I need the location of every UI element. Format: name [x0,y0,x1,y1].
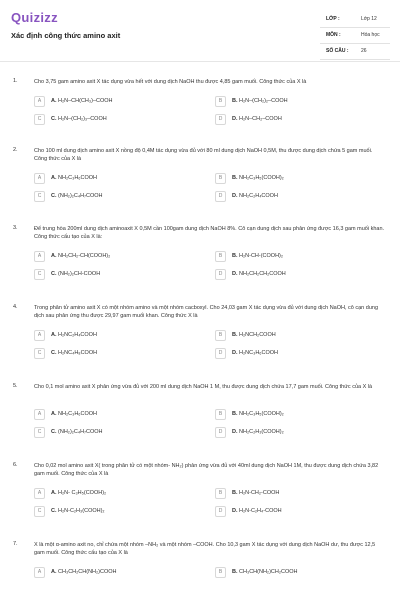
option-prefix: C. [51,271,57,277]
option-formula: H₂N–(CH₂)₂–COOH [239,98,288,104]
option-formula: NH₂C₂H₄COOH [239,193,278,199]
option-text [51,490,106,496]
option-letter: D [215,191,226,202]
answer-option[interactable] [34,96,184,108]
option-letter: D [215,269,226,280]
question-text: Cho 0,02 mol amino axit X( trong phân tử có một nhóm- NH₂) phản ứng vừa đủ với 40ml dung dịch NaOH 1M, thu được dung dịch chứa 3,82 gam muối. Công thức của X là [34,463,379,477]
option-letter: A [34,173,45,184]
option-prefix: B. [232,175,238,181]
option-prefix: B. [232,411,238,417]
option-letter: A [34,488,45,499]
option-letter: D [215,348,226,359]
option-letter: A [34,567,45,578]
question-number: 7. [13,541,18,547]
option-text [51,98,113,104]
question-text: Để trung hòa 200ml dung dịch aminoaxit X 0,5M cần 100gam dung dịch NaOH 8%. Cô cạn dung dịch sau phản ứng được 16,3 gam muối khan. Công thức cấu tạo của X là: [34,226,385,240]
option-formula: (NH₂)₂C₄H₇COOH [58,429,103,435]
option-prefix: A. [51,175,57,181]
answer-option[interactable] [34,348,184,360]
question-text: Cho 100 ml dung dịch amino axit X nồng độ 0,4M tác dụng vừa đủ với 80 ml dung dịch NaOH 0,5M, thu được dung dịch chứa 5 gam muối. Công thức của X là [34,148,373,162]
option-text [51,411,97,417]
option-text [51,253,110,259]
option-text [232,411,284,417]
option-prefix: B. [232,98,238,104]
option-formula: H₂NC₂H₄COOH [58,332,97,338]
answer-option[interactable] [215,427,365,439]
option-letter: B [215,409,226,420]
question-number: 6. [13,462,18,468]
answer-option[interactable] [34,506,184,518]
option-text [51,429,103,435]
worksheet-meta [320,12,390,60]
meta-row-count [320,44,390,60]
option-text [51,508,105,514]
option-prefix: D. [232,508,238,514]
question-number: 4. [13,304,18,310]
option-prefix: B. [232,332,238,338]
option-letter: A [34,96,45,107]
answer-option[interactable] [34,409,184,421]
option-formula: CH₃CH(NH₂)CH₂COOH [239,569,298,575]
option-formula: NH₂C₃H₅(COOH)₂ [239,175,284,181]
answer-option[interactable] [34,173,184,185]
option-formula: NH₂C₃H₅(COOH)₂ [239,411,284,417]
option-letter: A [34,330,45,341]
answer-option[interactable] [215,409,365,421]
option-text [232,569,297,575]
answer-option[interactable] [215,114,365,126]
option-formula: NH₂C₃H₆COOH [58,175,98,181]
option-formula: NH₂C₃H₆COOH [58,411,98,417]
option-prefix: A. [51,98,57,104]
option-letter: A [34,409,45,420]
option-prefix: D. [232,271,238,277]
option-prefix: D. [232,116,238,122]
option-text [232,271,286,277]
answer-option[interactable] [215,330,365,342]
answer-option[interactable] [34,427,184,439]
option-text [51,569,116,575]
option-text [232,332,276,338]
option-letter: D [215,114,226,125]
option-text [232,116,282,122]
meta-label: MÔN : [326,32,341,38]
answer-option[interactable] [215,506,365,518]
question-number: 1. [13,78,18,84]
option-letter: C [34,506,45,517]
option-prefix: C. [51,508,57,514]
option-letter: C [34,348,45,359]
option-formula: H₂N- C₃H₅(COOH)₂ [58,490,107,496]
answer-option[interactable] [34,251,184,263]
option-text [232,98,288,104]
question-text: Cho 3,75 gam amino axit X tác dụng vừa hết với dung dịch NaOH thu được 4,85 gam muối. Công thức của X là [34,79,307,85]
option-formula: CH₃CH₂CH(NH₂)COOH [58,569,117,575]
worksheet-title: Xác định công thức amino axit [11,31,121,40]
option-text [232,490,279,496]
quizizz-logo: Quizizz [11,10,58,25]
option-formula: (NH₂)₂CH-COOH [58,271,101,277]
meta-value: Hóa học [361,32,380,38]
option-text [232,175,284,181]
option-formula: H₂N–CH₂–COOH [239,116,282,122]
option-prefix: C. [51,193,57,199]
option-formula: NH₂C₂H₃(COOH)₂ [239,429,284,435]
option-text [51,175,97,181]
option-text [232,429,284,435]
option-letter: C [34,114,45,125]
option-letter: D [215,427,226,438]
answer-option[interactable] [215,488,365,500]
option-letter: C [34,269,45,280]
question-number: 5. [13,383,18,389]
option-text [232,508,282,514]
answer-option[interactable] [34,269,184,281]
option-letter: C [34,191,45,202]
answer-option[interactable] [215,173,365,185]
option-prefix: A. [51,332,57,338]
option-formula: (NH₂)₂C₄H₇COOH [58,193,103,199]
option-letter: D [215,506,226,517]
question-text: X là một α-amino axit no, chỉ chứa một nhóm –NH₂ và một nhóm –COOH. Cho 10,3 gam X tác dụng với dung dịch NaOH dư, thu được 12,5 gam muối. Công thức cấu tạo của X là [34,542,376,556]
option-text [232,193,278,199]
option-text [232,350,278,356]
option-formula: H₂NCH₂COOH [239,332,276,338]
answer-option[interactable] [215,191,365,203]
answer-option[interactable] [215,348,365,360]
option-letter: B [215,251,226,262]
option-text [51,116,107,122]
option-prefix: A. [51,253,57,259]
option-formula: NH₂CH₂CH₂COOH [239,271,286,277]
option-prefix: A. [51,411,57,417]
option-letter: C [34,427,45,438]
answer-option[interactable] [215,251,365,263]
option-prefix: A. [51,490,57,496]
option-formula: H₂N–(CH₂)₃–COOH [58,116,107,122]
meta-label: SỐ CÂU : [326,48,349,54]
option-prefix: D. [232,193,238,199]
option-formula: H₂NC₃H₆COOH [239,350,279,356]
option-prefix: C. [51,116,57,122]
option-letter: A [34,251,45,262]
question-text: Trong phân tử amino axit X có một nhóm amino và một nhóm cacboxyl. Cho 24,03 gam X tác dụng vừa đủ với dung dịch NaOH, cô cạn dung dịch sau phản ứng thu được 29,97 gam muối khan. Công thức X là [34,305,379,319]
meta-row-class [320,12,390,28]
option-letter: B [215,330,226,341]
meta-label: LỚP : [326,16,340,22]
worksheet-header [0,0,400,62]
option-text [51,193,103,199]
option-prefix: B. [232,569,238,575]
answer-option[interactable] [34,488,184,500]
option-text [232,253,283,259]
option-formula: H₂N-CH₂-COOH [239,490,280,496]
answer-option[interactable] [215,567,365,579]
option-prefix: A. [51,569,57,575]
option-text [51,271,100,277]
option-formula: H₂N–CH(CH₃)–COOH [58,98,113,104]
meta-row-subject [320,28,390,44]
option-text [51,350,97,356]
option-formula: H₂N-C₂H₄-COOH [239,508,282,514]
option-letter: B [215,488,226,499]
option-prefix: B. [232,490,238,496]
option-prefix: C. [51,429,57,435]
option-text [51,332,97,338]
option-letter: B [215,173,226,184]
answer-option[interactable] [34,567,184,579]
question-text: Cho 0,1 mol amino axit X phản ứng vừa đủ với 200 ml dung dịch NaOH 1 M, thu được dung dịch chứa 17,7 gam muối. Công thức của X là [34,384,373,390]
answer-option[interactable] [34,330,184,342]
answer-option[interactable] [34,191,184,203]
answer-option[interactable] [34,114,184,126]
meta-value: Lớp 12 [361,16,377,22]
option-formula: H₂N-C₂H₃(COOH)₂ [58,508,105,514]
option-letter: B [215,96,226,107]
meta-value: 26 [361,48,367,54]
answer-option[interactable] [215,96,365,108]
option-prefix: C. [51,350,57,356]
option-formula: H₂NC₄H₈COOH [58,350,98,356]
option-prefix: D. [232,429,238,435]
option-prefix: D. [232,350,238,356]
question-number: 3. [13,225,18,231]
question-number: 2. [13,147,18,153]
option-formula: NH₂CH₂-CH(COOH)₂ [58,253,111,259]
option-prefix: B. [232,253,238,259]
answer-option[interactable] [215,269,365,281]
option-letter: B [215,567,226,578]
option-formula: H₂N-CH-(COOH)₂ [239,253,284,259]
